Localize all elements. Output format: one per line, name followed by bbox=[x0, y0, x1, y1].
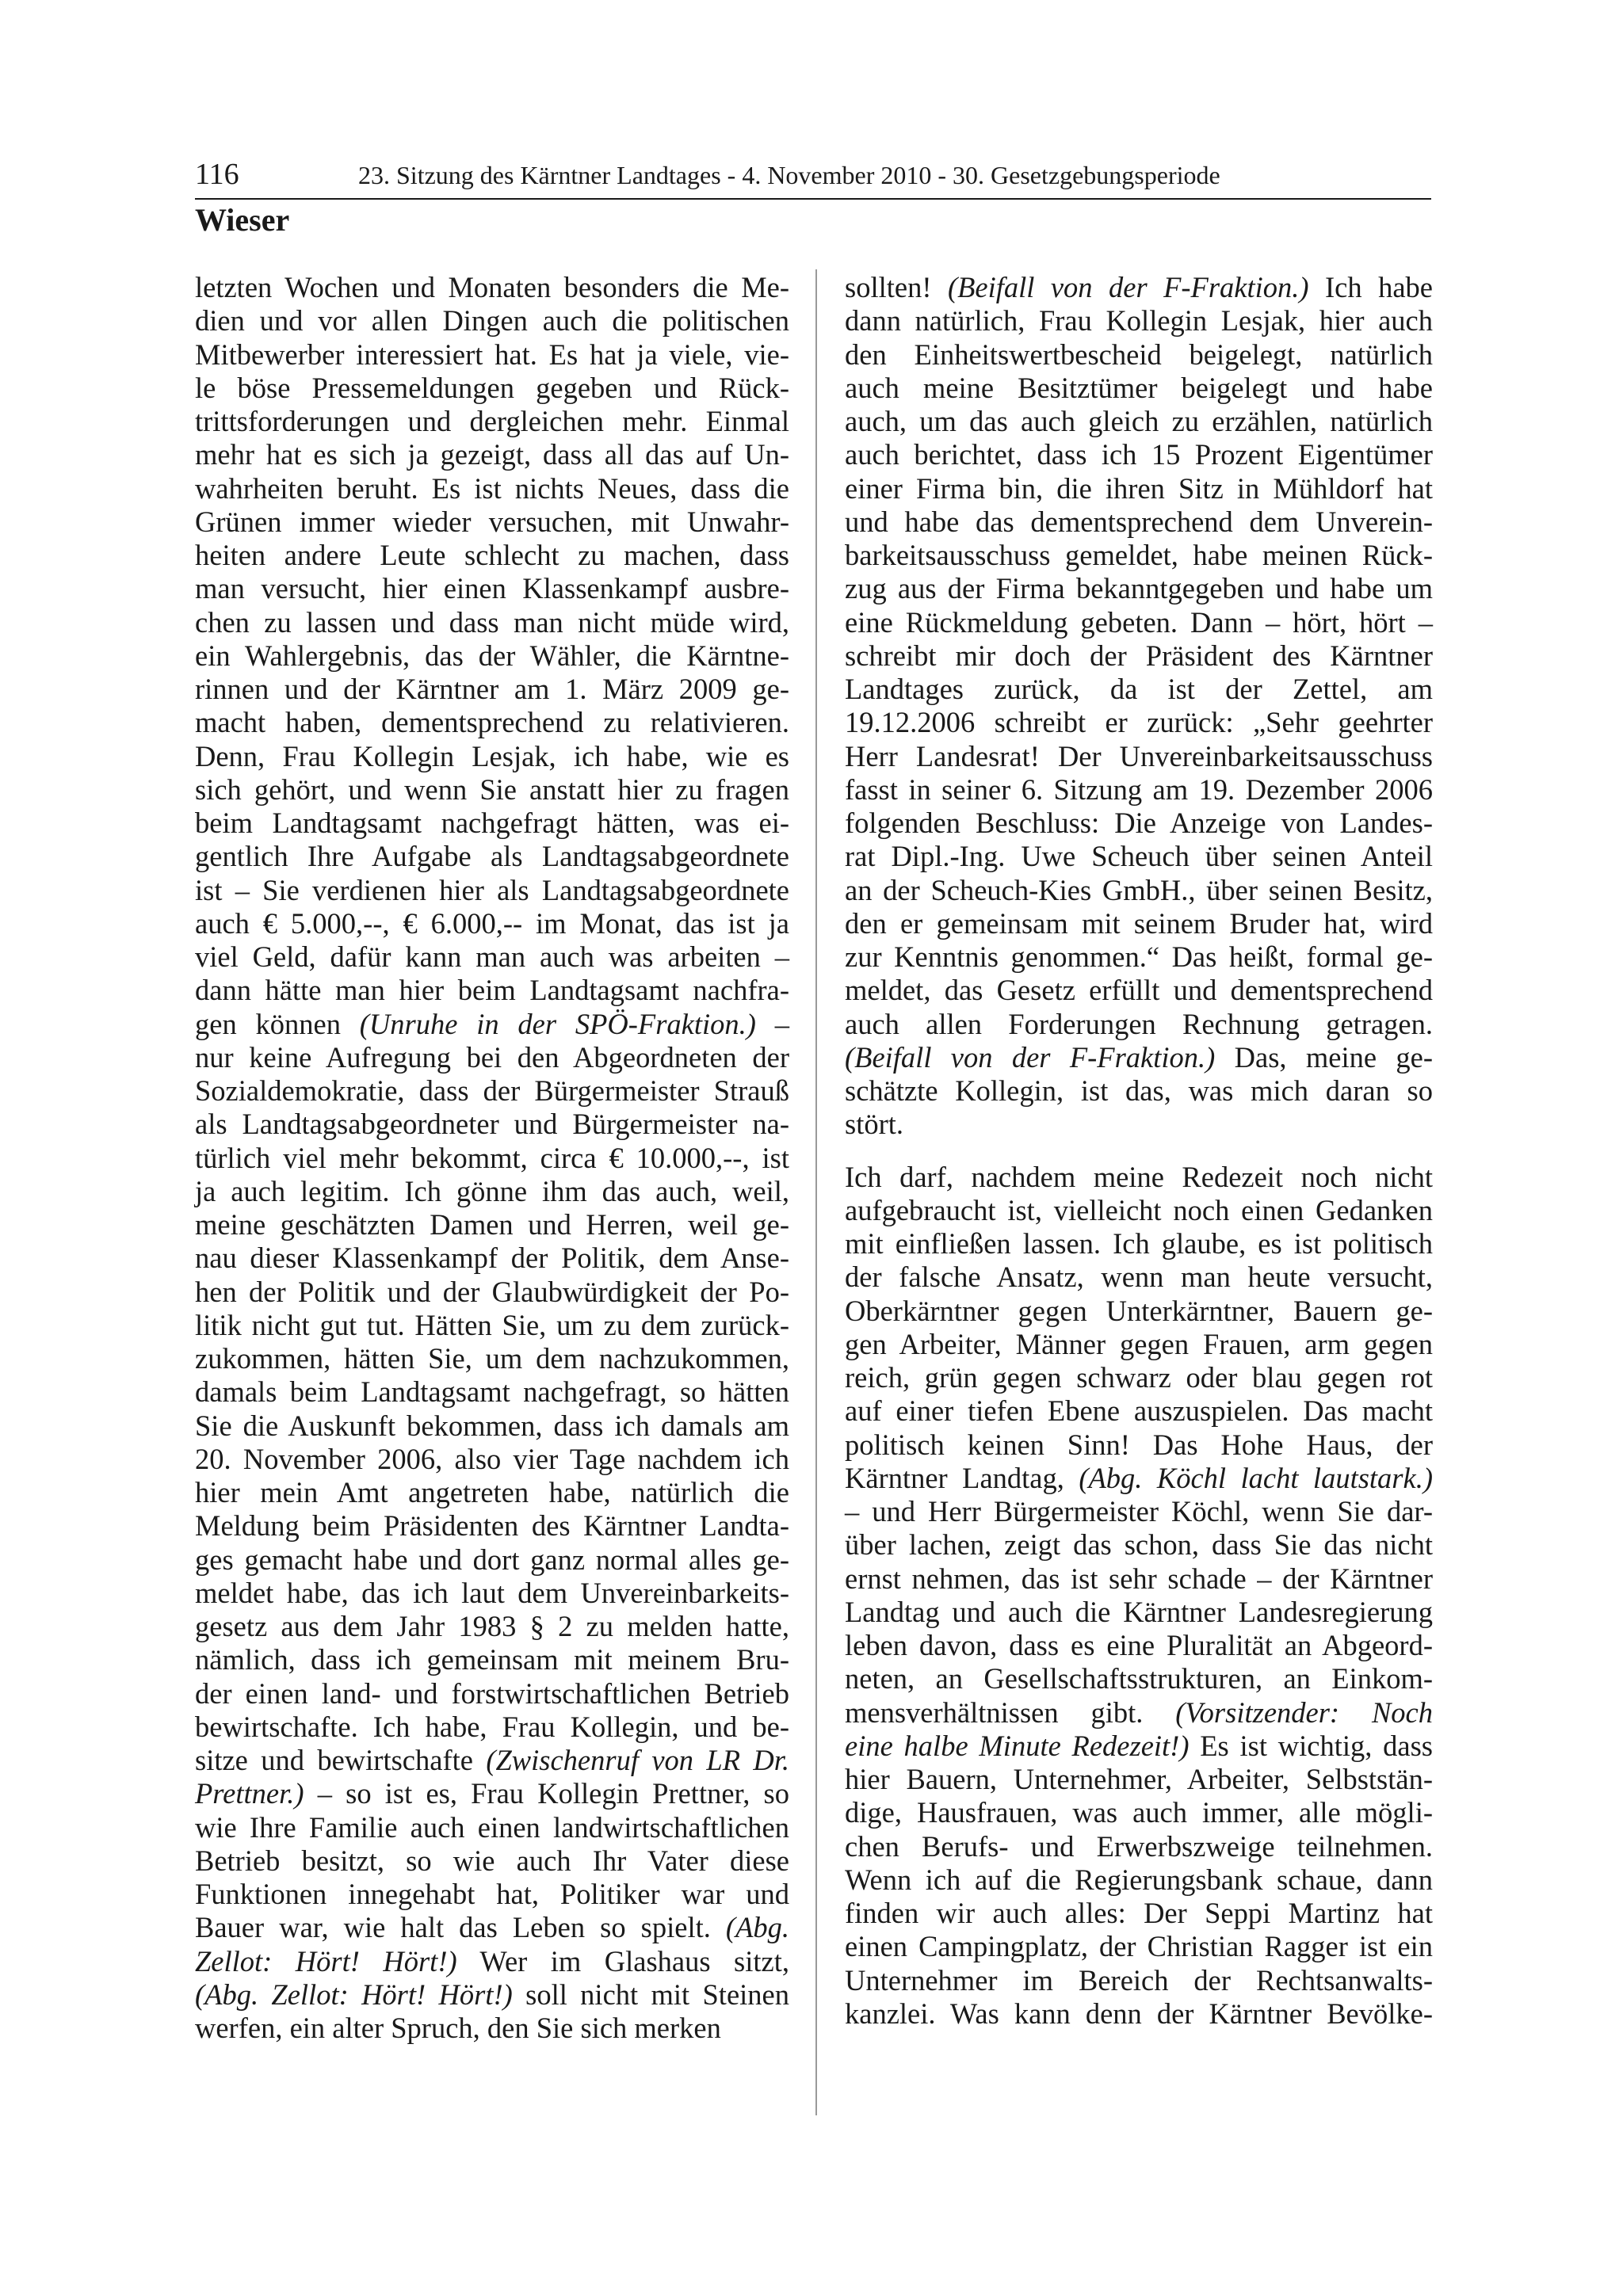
text-line bbox=[195, 338, 789, 372]
speech-text: auch € 5.000,--, € 6.000,-- im Monat, das ist ja bbox=[195, 906, 789, 940]
interjection-text: eine halbe Minute Redezeit!) bbox=[845, 1729, 1190, 1762]
text-line bbox=[195, 271, 789, 304]
text-line bbox=[845, 840, 1433, 873]
interjection-text: Zellot: Hört! Hört!) bbox=[195, 1944, 457, 1978]
interjection-text: (Unruhe in der SPÖ-Fraktion.) bbox=[359, 1007, 756, 1040]
interjection-text: (Abg. bbox=[725, 1911, 789, 1944]
speech-text: an der Scheuch-Kies GmbH., über seinen Besitz, bbox=[845, 873, 1433, 906]
speech-text: – bbox=[755, 1007, 789, 1040]
text-line bbox=[845, 539, 1433, 572]
speech-text: Ich habe bbox=[1308, 271, 1433, 303]
speech-text: Mitbewerber interessiert hat. Es hat ja viele, vie- bbox=[195, 338, 789, 371]
running-header: 23. Sitzung des Kärntner Landtages - 4. November 2010 - 30. Gesetzgebungsperiode bbox=[358, 161, 1220, 189]
text-line bbox=[845, 572, 1433, 605]
text-line bbox=[195, 1443, 789, 1476]
speech-text: 20. November 2006, also vier Tage nachdem ich bbox=[195, 1442, 789, 1475]
speech-text: ist – Sie verdienen hier als Landtagsabgeordnete bbox=[195, 873, 789, 906]
speech-text: werfen, ein alter Spruch, den Sie sich merken bbox=[195, 2012, 721, 2044]
speech-text: letzten Wochen und Monaten besonders die Me- bbox=[195, 271, 789, 303]
speech-text: Sozialdemokratie, dass der Bürgermeister Strauß bbox=[195, 1074, 789, 1107]
text-line bbox=[845, 974, 1433, 1007]
interjection-text: (Abg. Köchl lacht lautstark.) bbox=[1079, 1461, 1433, 1494]
speech-text: politisch keinen Sinn! Das Hohe Haus, der bbox=[845, 1428, 1433, 1461]
interjection-text: Prettner.) bbox=[195, 1777, 304, 1810]
text-line bbox=[195, 372, 789, 405]
speech-text: meldet, das Gesetz erfüllt und dementsprechend bbox=[845, 974, 1433, 1007]
text-line bbox=[195, 807, 789, 840]
text-line bbox=[845, 1528, 1433, 1562]
speech-text: dien und vor allen Dingen auch die politischen bbox=[195, 304, 789, 338]
right-column bbox=[845, 271, 1433, 2031]
speaker-name: Wieser bbox=[195, 202, 290, 238]
text-line bbox=[195, 1777, 789, 1810]
speech-text: ges gemacht habe und dort ganz normal alles ge- bbox=[195, 1543, 789, 1576]
text-line bbox=[195, 740, 789, 773]
speech-text: und habe das dementsprechend dem Unverein- bbox=[845, 505, 1433, 538]
speech-text: aufgebraucht ist, vielleicht noch einen Gedanken bbox=[845, 1193, 1433, 1226]
speech-text: Das, meine ge- bbox=[1215, 1040, 1433, 1074]
speech-text: schreibt mir doch der Präsident des Kärntner bbox=[845, 639, 1433, 672]
text-line bbox=[845, 1964, 1433, 1997]
text-line bbox=[195, 1677, 789, 1711]
speech-text: sich gehört, und wenn Sie anstatt hier zu fragen bbox=[195, 772, 789, 806]
text-line bbox=[845, 438, 1433, 471]
text-line bbox=[845, 1696, 1433, 1730]
speech-text: auch berichtet, dass ich 15 Prozent Eigentümer bbox=[845, 438, 1433, 471]
speech-text: litik nicht gut tut. Hätten Sie, um zu dem zurück- bbox=[195, 1308, 789, 1341]
text-line bbox=[195, 1008, 789, 1041]
speech-text: soll nicht mit Steinen bbox=[512, 1978, 789, 2011]
speech-text: Es ist wichtig, dass bbox=[1189, 1729, 1433, 1762]
text-line bbox=[845, 372, 1433, 405]
text-line bbox=[845, 907, 1433, 940]
speech-text: man versucht, hier einen Klassenkampf ausbre- bbox=[195, 572, 789, 605]
speech-text: Kärntner Landtag, bbox=[845, 1461, 1079, 1494]
text-line bbox=[845, 1997, 1433, 2031]
text-line bbox=[195, 1108, 789, 1141]
speech-text: hier mein Amt angetreten habe, natürlich die bbox=[195, 1476, 789, 1508]
speech-text: sollten! bbox=[845, 271, 948, 303]
text-line bbox=[195, 974, 789, 1007]
speech-text: auf einer tiefen Ebene auszuspielen. Das macht bbox=[845, 1394, 1433, 1428]
speech-text: chen Berufs- und Erwerbszweige teilnehmen. bbox=[845, 1829, 1433, 1863]
speech-text: ernst nehmen, das ist sehr schade – der Kärntner bbox=[845, 1562, 1433, 1595]
text-line bbox=[195, 1375, 789, 1409]
text-line bbox=[845, 1863, 1433, 1897]
text-line bbox=[195, 1509, 789, 1543]
text-line bbox=[845, 271, 1433, 304]
paragraph-gap bbox=[845, 1142, 1433, 1161]
header-rule bbox=[195, 198, 1431, 200]
text-line bbox=[845, 1227, 1433, 1261]
column-divider bbox=[815, 269, 817, 2115]
speech-text: Wenn ich auf die Regierungsbank schaue, dann bbox=[845, 1863, 1433, 1896]
speech-text: reich, grün gegen schwarz oder blau gegen rot bbox=[845, 1361, 1433, 1394]
text-line bbox=[195, 2012, 789, 2045]
text-line bbox=[195, 539, 789, 572]
text-line bbox=[845, 405, 1433, 438]
speech-text: macht haben, dementsprechend zu relativieren. bbox=[195, 706, 789, 739]
speech-text: auch allen Forderungen Rechnung getragen. bbox=[845, 1007, 1433, 1040]
text-line bbox=[195, 773, 789, 807]
text-line bbox=[195, 940, 789, 974]
speech-text: Sie die Auskunft bekommen, dass ich damals am bbox=[195, 1409, 789, 1442]
text-line bbox=[195, 1711, 789, 1744]
speech-text: barkeitsausschuss gemeldet, habe meinen Rück- bbox=[845, 539, 1433, 571]
text-line bbox=[195, 1175, 789, 1208]
text-line bbox=[195, 1476, 789, 1509]
speech-text: ja auch legitim. Ich gönne ihm das auch, weil, bbox=[195, 1174, 789, 1207]
text-line bbox=[845, 706, 1433, 739]
text-line bbox=[195, 1142, 789, 1175]
text-line bbox=[195, 639, 789, 673]
text-line bbox=[195, 1610, 789, 1643]
speech-text: wahrheiten beruht. Es ist nichts Neues, dass die bbox=[195, 471, 789, 505]
text-line bbox=[845, 1763, 1433, 1796]
text-line bbox=[195, 1276, 789, 1309]
text-line bbox=[845, 505, 1433, 539]
speech-text: finden wir auch alles: Der Seppi Martinz hat bbox=[845, 1897, 1433, 1929]
text-line bbox=[195, 1643, 789, 1676]
speech-text: zug aus der Firma bekanntgegeben und habe um bbox=[845, 572, 1433, 605]
speech-text: viel Geld, dafür kann man auch was arbeiten – bbox=[195, 940, 789, 973]
speech-text: bewirtschafte. Ich habe, Frau Kollegin, und be- bbox=[195, 1710, 789, 1743]
speech-text: den er gemeinsam mit seinem Bruder hat, wird bbox=[845, 906, 1433, 940]
text-line bbox=[195, 1978, 789, 2012]
speech-text: trittsforderungen und dergleichen mehr. Einmal bbox=[195, 405, 789, 437]
speech-text: Meldung beim Präsidenten des Kärntner Landta- bbox=[195, 1509, 789, 1543]
speech-text: Herr Landesrat! Der Unvereinbarkeitsausschuss bbox=[845, 739, 1433, 772]
speech-text: Bauer war, wie halt das Leben so spielt. bbox=[195, 1911, 726, 1944]
interjection-text: (Abg. Zellot: Hört! Hört!) bbox=[195, 1978, 513, 2011]
speech-text: hen der Politik und der Glaubwürdigkeit der Po- bbox=[195, 1275, 789, 1308]
text-line bbox=[195, 1041, 789, 1074]
speech-text: – und Herr Bürgermeister Köchl, wenn Sie dar- bbox=[845, 1495, 1433, 1527]
speech-text: schätzte Kollegin, ist das, was mich daran so bbox=[845, 1074, 1433, 1107]
text-line bbox=[845, 1161, 1433, 1194]
text-line bbox=[195, 1208, 789, 1241]
text-line bbox=[845, 1562, 1433, 1596]
text-line bbox=[195, 606, 789, 639]
text-line bbox=[845, 773, 1433, 807]
speech-text: beim Landtagsamt nachgefragt hätten, was ei- bbox=[195, 807, 789, 839]
text-line bbox=[195, 405, 789, 438]
text-line bbox=[195, 1811, 789, 1844]
speech-text: folgenden Beschluss: Die Anzeige von Landes- bbox=[845, 807, 1433, 839]
speech-text: eine Rückmeldung gebeten. Dann – hört, hört – bbox=[845, 605, 1433, 639]
text-line bbox=[845, 1361, 1433, 1394]
speech-text: den Einheitswertbescheid beigelegt, natürlich bbox=[845, 338, 1433, 371]
speech-text: auch, um das auch gleich zu erzählen, natürlich bbox=[845, 405, 1433, 437]
text-line bbox=[845, 1394, 1433, 1428]
speech-text: wie Ihre Familie auch einen landwirtschaftlichen bbox=[195, 1810, 789, 1844]
speech-text: ein Wahlergebnis, das der Wähler, die Kärntne- bbox=[195, 639, 789, 672]
speech-text: – so ist es, Frau Kollegin Prettner, so bbox=[304, 1777, 789, 1810]
speech-text: zur Kenntnis genommen.“ Das heißt, formal ge- bbox=[845, 940, 1433, 973]
speech-text: leben davon, dass es eine Pluralität an Abgeord- bbox=[845, 1629, 1433, 1661]
speech-text: als Landtagsabgeordneter und Bürgermeister na- bbox=[195, 1108, 789, 1141]
text-line bbox=[195, 1911, 789, 1944]
text-line bbox=[845, 1428, 1433, 1462]
text-line bbox=[845, 639, 1433, 673]
text-line bbox=[195, 472, 789, 505]
speech-text: einer Firma bin, die ihren Sitz in Mühldorf hat bbox=[845, 471, 1433, 505]
speech-text: meldet habe, das ich laut dem Unvereinbarkeits- bbox=[195, 1576, 789, 1609]
text-line bbox=[845, 338, 1433, 372]
text-line bbox=[845, 807, 1433, 840]
text-line bbox=[845, 1730, 1433, 1763]
text-line bbox=[195, 1878, 789, 1911]
text-line bbox=[845, 1462, 1433, 1495]
text-line bbox=[195, 706, 789, 739]
speech-text: Oberkärntner gegen Unterkärntner, Bauern ge- bbox=[845, 1294, 1433, 1327]
speech-text: Betrieb besitzt, so wie auch Ihr Vater diese bbox=[195, 1844, 789, 1877]
speech-text: 19.12.2006 schreibt er zurück: „Sehr geehrter bbox=[845, 706, 1433, 739]
text-line bbox=[845, 606, 1433, 639]
speech-text: Ich darf, nachdem meine Redezeit noch nicht bbox=[845, 1160, 1433, 1193]
text-line bbox=[845, 1930, 1433, 1963]
text-line bbox=[845, 1261, 1433, 1294]
text-line bbox=[845, 1074, 1433, 1108]
text-line bbox=[845, 874, 1433, 907]
speech-text: türlich viel mehr bekommt, circa € 10.000,--, ist bbox=[195, 1141, 789, 1174]
text-line bbox=[195, 1543, 789, 1577]
speech-text: der falsche Ansatz, wenn man heute versucht, bbox=[845, 1261, 1433, 1294]
speech-text: einen Campingplatz, der Christian Ragger ist ein bbox=[845, 1930, 1433, 1963]
text-line bbox=[845, 1596, 1433, 1629]
speech-text: nämlich, dass ich gemeinsam mit meinem Bru- bbox=[195, 1643, 789, 1676]
text-line bbox=[195, 1945, 789, 1978]
speech-text: mensverhältnissen gibt. bbox=[845, 1695, 1176, 1729]
text-line bbox=[195, 1744, 789, 1777]
speech-text: rinnen und der Kärntner am 1. März 2009 ge- bbox=[195, 673, 789, 705]
speech-text: hier Bauern, Unternehmer, Arbeiter, Selbststän- bbox=[845, 1763, 1433, 1795]
speech-text: mehr hat es sich ja gezeigt, dass all das auf Un- bbox=[195, 438, 789, 471]
text-line bbox=[195, 1844, 789, 1878]
speech-text: rat Dipl.-Ing. Uwe Scheuch über seinen Anteil bbox=[845, 840, 1433, 873]
text-line bbox=[195, 1342, 789, 1375]
text-line bbox=[195, 572, 789, 605]
text-line bbox=[195, 1409, 789, 1443]
text-line bbox=[845, 1295, 1433, 1328]
page-number: 116 bbox=[195, 158, 239, 191]
text-line bbox=[195, 505, 789, 539]
speech-text: nau dieser Klassenkampf der Politik, dem Anse- bbox=[195, 1241, 789, 1275]
speech-text: Denn, Frau Kollegin Lesjak, ich habe, wie es bbox=[195, 739, 789, 772]
text-line bbox=[195, 1309, 789, 1342]
speech-text: mit einfließen lassen. Ich glaube, es ist politisch bbox=[845, 1227, 1433, 1260]
interjection-text: (Zwischenruf von LR Dr. bbox=[486, 1744, 789, 1776]
text-line bbox=[845, 1629, 1433, 1662]
text-line bbox=[845, 1796, 1433, 1829]
text-line bbox=[845, 673, 1433, 706]
speech-text: damals beim Landtagsamt nachgefragt, so hätten bbox=[195, 1375, 789, 1409]
text-line bbox=[195, 907, 789, 940]
speech-text: chen zu lassen und dass man nicht müde wird, bbox=[195, 605, 789, 639]
text-line bbox=[195, 673, 789, 706]
text-line bbox=[845, 1008, 1433, 1041]
speech-text: über lachen, zeigt das schon, dass Sie das nicht bbox=[845, 1528, 1433, 1562]
speech-text: dann natürlich, Frau Kollegin Lesjak, hier auch bbox=[845, 304, 1433, 338]
speech-text: nur keine Aufregung bei den Abgeordneten der bbox=[195, 1040, 789, 1074]
interjection-text: (Beifall von der F-Fraktion.) bbox=[947, 271, 1309, 303]
speech-text: Landtag und auch die Kärntner Landesregierung bbox=[845, 1595, 1433, 1628]
interjection-text: (Vorsitzender: Noch bbox=[1175, 1695, 1434, 1729]
text-line bbox=[845, 1662, 1433, 1695]
speech-text: fasst in seiner 6. Sitzung am 19. Dezember 2006 bbox=[845, 772, 1433, 806]
speech-text: zukommen, hätten Sie, um dem nachzukommen, bbox=[195, 1342, 789, 1375]
speech-text: der einen land- und forstwirtschaftlichen Betrieb bbox=[195, 1676, 789, 1710]
speech-text: Wer im Glashaus sitzt, bbox=[456, 1944, 789, 1978]
text-line bbox=[845, 304, 1433, 338]
text-line bbox=[845, 740, 1433, 773]
speech-text: dann hätte man hier beim Landtagsamt nachfra- bbox=[195, 974, 789, 1007]
text-line bbox=[195, 840, 789, 873]
text-line bbox=[195, 874, 789, 907]
text-line bbox=[845, 472, 1433, 505]
speech-text: gentlich Ihre Aufgabe als Landtagsabgeordnete bbox=[195, 840, 789, 873]
speech-text: le böse Pressemeldungen gegeben und Rück- bbox=[195, 371, 789, 404]
text-line bbox=[195, 304, 789, 338]
text-line bbox=[845, 1108, 1433, 1141]
text-line bbox=[845, 1328, 1433, 1361]
speech-text: gen können bbox=[195, 1007, 360, 1040]
text-line bbox=[845, 1830, 1433, 1863]
text-line bbox=[845, 1897, 1433, 1930]
speech-text: dige, Hausfrauen, was auch immer, alle mögli- bbox=[845, 1796, 1433, 1829]
speech-text: Funktionen innegehabt hat, Politiker war und bbox=[195, 1878, 789, 1910]
speech-text: auch meine Besitztümer beigelegt und habe bbox=[845, 371, 1433, 404]
text-line bbox=[845, 940, 1433, 974]
speech-text: kanzlei. Was kann denn der Kärntner Bevölke- bbox=[845, 1997, 1433, 2030]
text-line bbox=[195, 438, 789, 471]
left-column bbox=[195, 271, 789, 2045]
text-line bbox=[195, 1577, 789, 1610]
interjection-text: (Beifall von der F-Fraktion.) bbox=[845, 1040, 1216, 1074]
text-line bbox=[845, 1194, 1433, 1227]
text-line bbox=[195, 1241, 789, 1275]
speech-text: heiten andere Leute schlecht zu machen, dass bbox=[195, 539, 789, 571]
text-line bbox=[845, 1495, 1433, 1528]
speech-text: meine geschätzten Damen und Herren, weil ge- bbox=[195, 1208, 789, 1241]
speech-text: gen Arbeiter, Männer gegen Frauen, arm gegen bbox=[845, 1327, 1433, 1360]
speech-text: Grünen immer wieder versuchen, mit Unwahr- bbox=[195, 505, 789, 538]
text-line bbox=[195, 1074, 789, 1108]
speech-text: neten, an Gesellschaftsstrukturen, an Einkom- bbox=[845, 1662, 1433, 1695]
speech-text: Landtages zurück, da ist der Zettel, am bbox=[845, 673, 1433, 705]
speech-text: sitze und bewirtschafte bbox=[195, 1744, 487, 1776]
text-line bbox=[845, 1041, 1433, 1074]
speech-text: Unternehmer im Bereich der Rechtsanwalts- bbox=[845, 1963, 1433, 1997]
speech-text: gesetz aus dem Jahr 1983 § 2 zu melden hatte, bbox=[195, 1610, 789, 1642]
speech-text: stört. bbox=[845, 1108, 904, 1141]
